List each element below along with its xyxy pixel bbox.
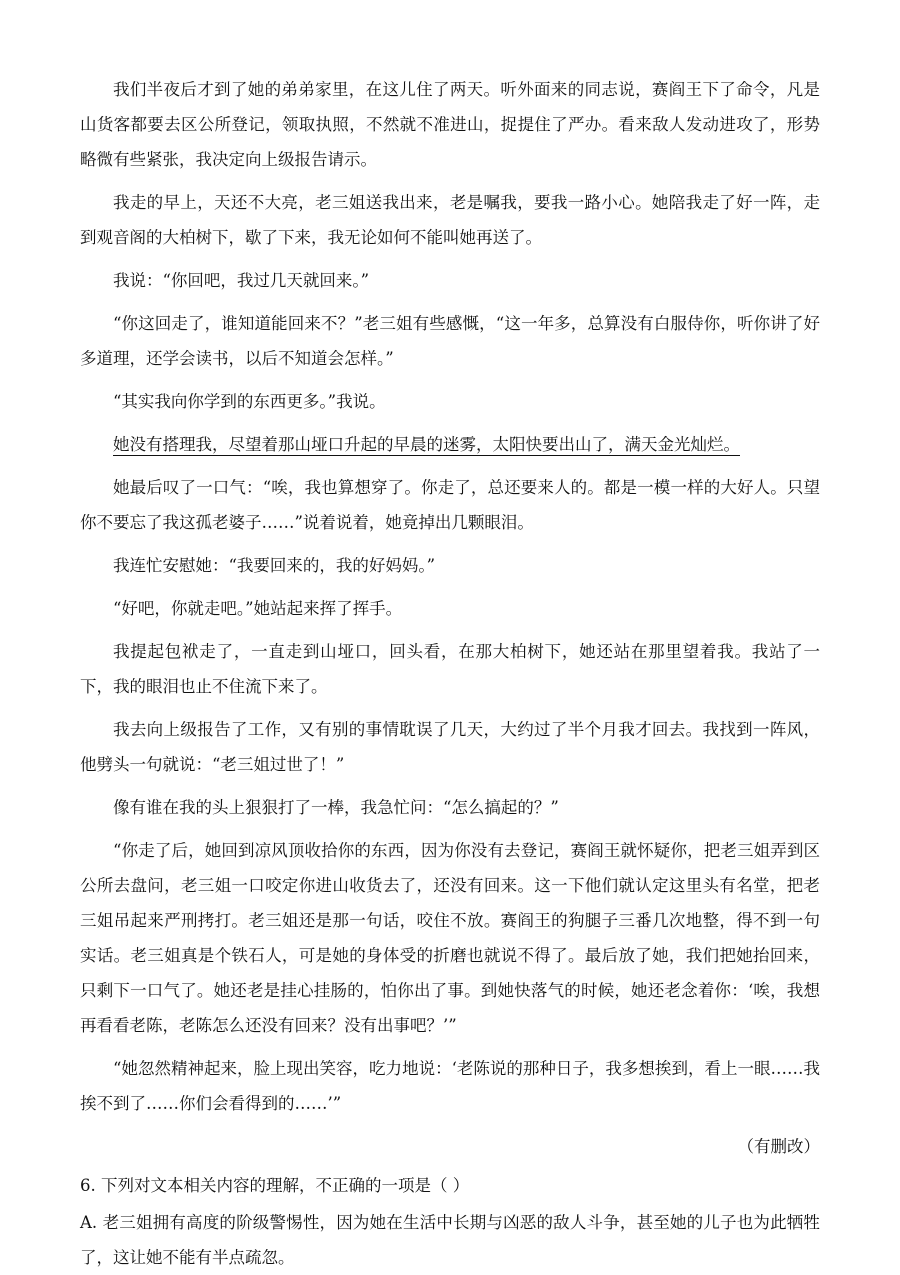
- paragraph-3: 我说：“你回吧，我过几天就回来。”: [113, 271, 370, 290]
- question-option-a: A. 老三姐拥有高度的阶级警惕性，因为她在生活中长期与凶恶的敌人斗争，甚至她的儿子也为此牺牲了，这让她不能有半点疏忽。: [80, 1213, 820, 1267]
- paragraph-11: 我去向上级报告了工作，又有别的事情耽误了几天，大约过了半个月我才回去。我找到一阵风，他劈头一句就说：“老三姐过世了！”: [80, 720, 820, 774]
- underlined-paragraph: [80, 427, 820, 462]
- underlined-sentence: 她没有搭理我，尽望着那山垭口升起的早晨的迷雾，太阳快要出山了，满天金光灿烂。: [113, 435, 740, 454]
- paragraph-7: 她最后叹了一口气：“唉，我也算想穿了。你走了，总还要来人的。都是一模一样的大好人。只望你不要忘了我这孤老婆子……”说着说着，她竟掉出几颗眼泪。: [80, 478, 820, 532]
- paragraph-5: “其实我向你学到的东西更多。”我说。: [113, 392, 386, 411]
- paragraph-10: 我提起包袱走了，一直走到山垭口，回头看，在那大柏树下，她还站在那里望着我。我站了一下，我的眼泪也止不住流下来了。: [80, 642, 820, 696]
- paragraph-4: “你这回走了，谁知道能回来不？”老三姐有些感慨，“这一年多，总算没有白服侍你，听你讲了好多道理，还学会读书，以后不知道会怎样。”: [80, 314, 820, 368]
- paragraph-8: 我连忙安慰她：“我要回来的，我的好妈妈。”: [113, 556, 436, 575]
- source-note: （有删改）: [737, 1137, 820, 1156]
- question-stem: 6. 下列对文本相关内容的理解，不正确的一项是（ ）: [80, 1176, 470, 1195]
- paragraph-1: 我们半夜后才到了她的弟弟家里，在这儿住了两天。听外面来的同志说，赛阎王下了命令，凡是山货客都要去区公所登记，领取执照，不然就不准进山，捉提住了严办。看来敌人发动进攻了，形势略微有些紧张，我决定向上级报告请示。: [80, 80, 820, 169]
- document-page: [80, 72, 820, 1275]
- paragraph-12: 像有谁在我的头上狠狠打了一棒，我急忙问：“怎么搞起的？”: [113, 798, 559, 817]
- paragraph-13: “你走了后，她回到凉风顶收拾你的东西，因为你没有去登记，赛阎王就怀疑你，把老三姐弄到区公所去盘问，老三姐一口咬定你进山收货去了，还没有回来。这一下他们就认定这里头有名堂，把老三姐吊起来严刑拷打。老三姐还是那一句话，咬住不放。赛阎王的狗腿子三番几次地整，得不到一句实话。老三姐真是个铁石人，可是她的身体受的折磨也就说不得了。最后放了她，我们把她抬回来，只剩下一口气了。她还老是挂心挂肠的，怕你出了事。到她快落气的时候，她还老念着你：‘唉，我想再看看老陈，老陈怎么还没有回来？没有出事吧？’”: [80, 841, 820, 1035]
- paragraph-2: 我走的早上，天还不大亮，老三姐送我出来，老是嘱我，要我一路小心。她陪我走了好一阵，走到观音阁的大柏树下，歇了下来，我无论如何不能叫她再送了。: [80, 193, 820, 247]
- paragraph-14: “她忽然精神起来，脸上现出笑容，吃力地说：‘老陈说的那种日子，我多想挨到，看上一眼……我挨不到了……你们会看得到的……’”: [80, 1059, 820, 1113]
- paragraph-9: “好吧，你就走吧。”她站起来挥了挥手。: [113, 599, 403, 618]
